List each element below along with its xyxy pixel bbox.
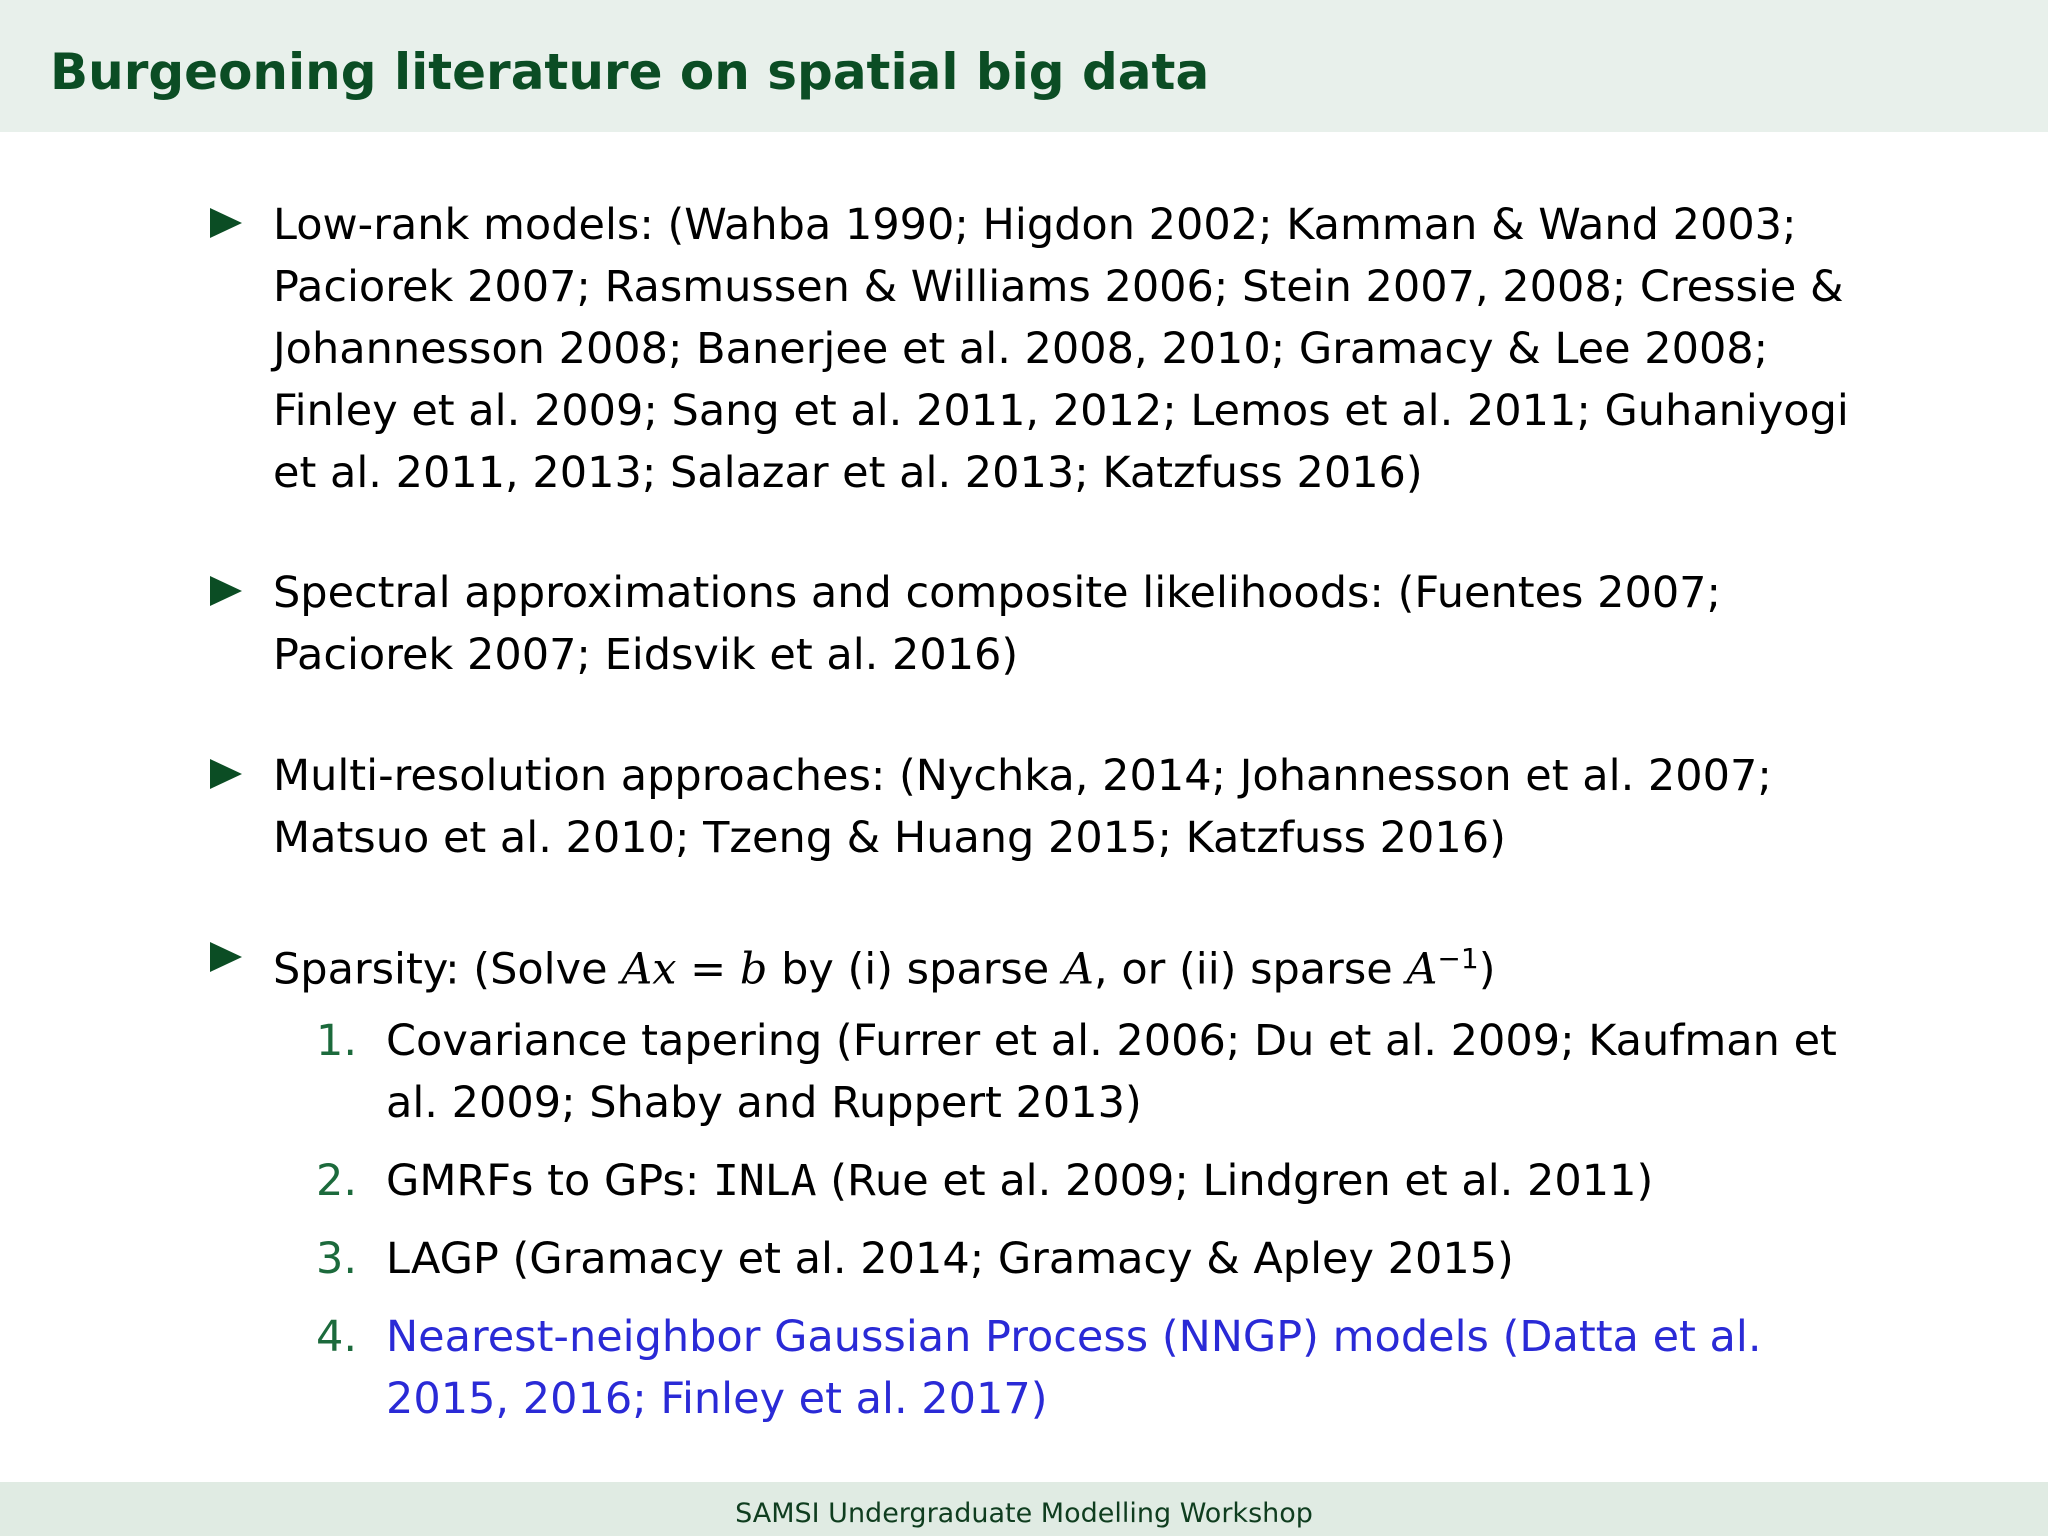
math-a-inverse: A <box>1406 944 1438 995</box>
inla-code: INLA <box>713 1156 817 1206</box>
sparsity-prefix: Sparsity: (Solve <box>273 944 622 995</box>
enum-number: 3. <box>316 1234 358 1284</box>
bullet-text <box>273 928 1913 1000</box>
sparsity-suffix: ) <box>1478 944 1496 995</box>
enum-text-pre: GMRFs to GPs: <box>386 1156 713 1206</box>
bullet-text: Multi-resolution approaches: (Nychka, 2014; Johannesson et al. 2007; Matsuo et al. 2010; Tzeng & Huang 2015; Katzfuss 2016) <box>273 751 1772 863</box>
enum-number: 1. <box>316 1016 358 1066</box>
enum-text <box>386 1150 1906 1212</box>
enum-text: LAGP (Gramacy et al. 2014; Gramacy & Apley 2015) <box>386 1234 1514 1284</box>
enum-text-highlighted: Nearest-neighbor Gaussian Process (NNGP) models (Datta et al. 2015, 2016; Finley et al. 2017) <box>386 1312 1762 1424</box>
enum-text-post: (Rue et al. 2009; Lindgren et al. 2011) <box>816 1156 1654 1206</box>
math-a: A <box>1062 944 1094 995</box>
math-superscript: −1 <box>1437 942 1479 975</box>
bullet-text: Low-rank models: (Wahba 1990; Higdon 2002; Kamman & Wand 2003; Paciorek 2007; Rasmussen & Williams 2006; Stein 2007, 2008; Cressie & Johannesson 2008; Banerjee et al. 2008, 2010; Gramacy & Lee 2008; Finley et al. 2009; Sang et al. 2011, 2012; Lemos et al. 2011; Guhaniyogi et al. 2011, 2013; Salazar et al. 2013; Katzfuss 2016) <box>273 200 1849 498</box>
enum-number: 2. <box>316 1156 358 1206</box>
math-equals: = <box>676 944 740 995</box>
sparsity-mid1: by (i) sparse <box>767 944 1063 995</box>
math-b: b <box>739 944 768 995</box>
bullet-text: Spectral approximations and composite likelihoods: (Fuentes 2007; Paciorek 2007; Eidsvik et al. 2016) <box>273 568 1722 680</box>
enum-number: 4. <box>316 1312 358 1362</box>
enum-text: Covariance tapering (Furrer et al. 2006; Du et al. 2009; Kaufman et al. 2009; Shaby and Ruppert 2013) <box>386 1016 1837 1128</box>
math-ax: Ax <box>621 944 677 995</box>
sparsity-mid2: , or (ii) sparse <box>1093 944 1407 995</box>
slide-title: Burgeoning literature on spatial big data <box>50 43 1210 101</box>
footer-text: SAMSI Undergraduate Modelling Workshop <box>735 1498 1313 1529</box>
